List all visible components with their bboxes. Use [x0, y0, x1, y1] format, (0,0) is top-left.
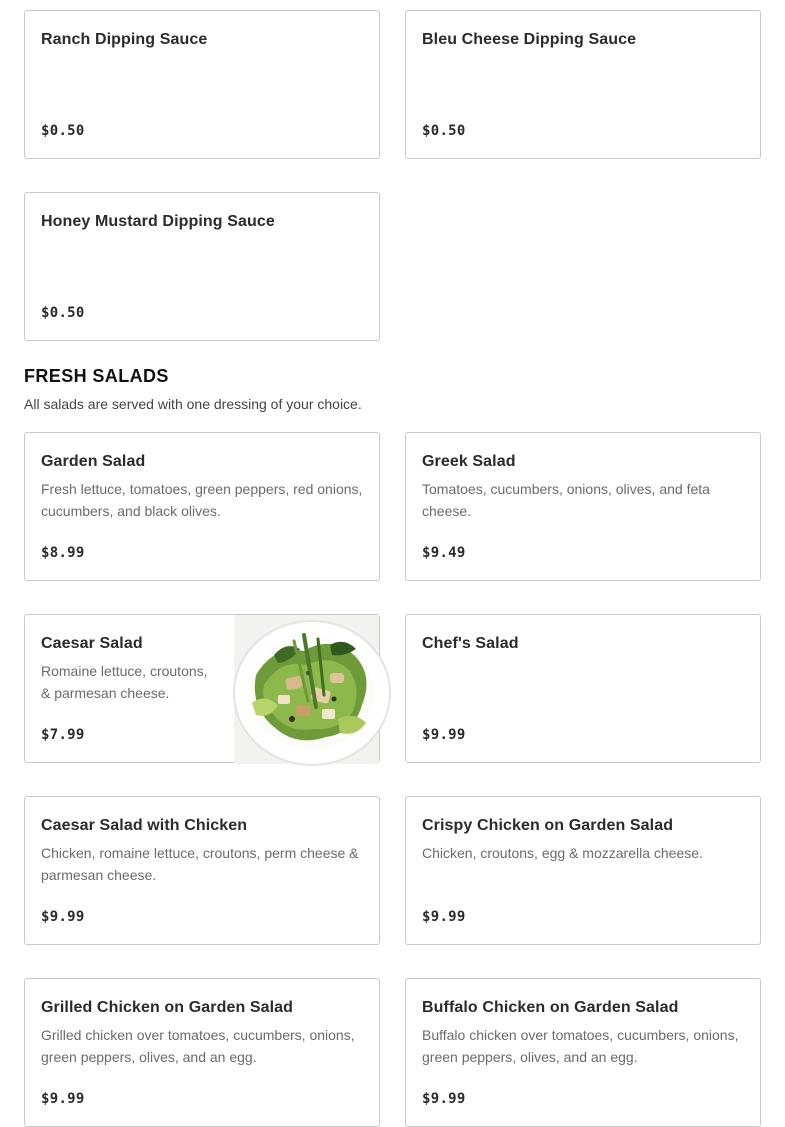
menu-item-card[interactable]: [24, 432, 380, 581]
menu-item-text: [41, 632, 219, 704]
menu-item-name: Caesar Salad with Chicken: [41, 817, 248, 834]
menu-item-name: Caesar Salad: [41, 635, 143, 652]
menu-item-text: [422, 450, 744, 522]
menu-item-price: $9.99: [41, 909, 85, 925]
salad-plate-image: [234, 615, 379, 764]
menu-item-card[interactable]: [24, 978, 380, 1127]
section-title: FRESH SALADS: [24, 366, 169, 386]
menu-item-description: Tomatoes, cucumbers, onions, olives, and feta cheese.: [422, 481, 710, 519]
menu-item-text: [422, 996, 744, 1068]
menu-item-text: [41, 210, 363, 234]
menu-item-name: Grilled Chicken on Garden Salad: [41, 999, 294, 1016]
menu-item-text: [41, 996, 363, 1068]
menu-item-name: Greek Salad: [422, 453, 516, 470]
menu-item-card[interactable]: [24, 192, 380, 341]
menu-item-description: Romaine lettuce, croutons, & parmesan cheese.: [41, 663, 208, 701]
menu-item-price: $7.99: [41, 727, 85, 743]
menu-item-name: Chef's Salad: [422, 635, 519, 652]
menu-item-text: [41, 450, 363, 522]
menu-item-name: Garden Salad: [41, 453, 146, 470]
menu-item-description: Chicken, croutons, egg & mozzarella cheese.: [422, 845, 703, 861]
menu-item-price: $9.49: [422, 545, 466, 561]
menu-item-card[interactable]: [24, 796, 380, 945]
menu-item-description: Buffalo chicken over tomatoes, cucumbers, onions, green peppers, olives, and an egg.: [422, 1027, 739, 1065]
menu-item-card[interactable]: [405, 614, 761, 763]
menu-item-name: Bleu Cheese Dipping Sauce: [422, 31, 637, 48]
menu-item-card[interactable]: [405, 796, 761, 945]
menu-item-text: [422, 632, 744, 656]
menu-item-name: Buffalo Chicken on Garden Salad: [422, 999, 679, 1016]
menu-item-card[interactable]: [405, 978, 761, 1127]
menu-item-price: $0.50: [41, 305, 85, 321]
menu-item-price: $0.50: [41, 123, 85, 139]
menu-item-description: Grilled chicken over tomatoes, cucumbers, onions, green peppers, olives, and an egg.: [41, 1027, 355, 1065]
menu-item-description: Fresh lettuce, tomatoes, green peppers, red onions, cucumbers, and black olives.: [41, 481, 363, 519]
menu-item-text: [422, 28, 744, 52]
menu-item-price: $8.99: [41, 545, 85, 561]
menu-item-price: $9.99: [422, 909, 466, 925]
menu-item-text: [41, 814, 363, 886]
menu-item-price: $0.50: [422, 123, 466, 139]
menu-item-description: Chicken, romaine lettuce, croutons, perm cheese & parmesan cheese.: [41, 845, 359, 883]
section-subtitle: All salads are served with one dressing of your choice.: [24, 396, 362, 412]
menu-item-text: [41, 28, 363, 52]
menu-item-price: $9.99: [41, 1091, 85, 1107]
menu-item-name: Ranch Dipping Sauce: [41, 31, 208, 48]
menu-item-card[interactable]: [405, 432, 761, 581]
menu-item-price: $9.99: [422, 1091, 466, 1107]
menu-item-text: [422, 814, 744, 864]
menu-item-name: Honey Mustard Dipping Sauce: [41, 213, 275, 230]
menu-item-price: $9.99: [422, 727, 466, 743]
menu-item-card[interactable]: [405, 10, 761, 159]
caesar-salad-photo: [234, 615, 379, 764]
menu-item-name: Crispy Chicken on Garden Salad: [422, 817, 674, 834]
menu-item-card[interactable]: [24, 614, 380, 763]
menu-item-card[interactable]: [24, 10, 380, 159]
